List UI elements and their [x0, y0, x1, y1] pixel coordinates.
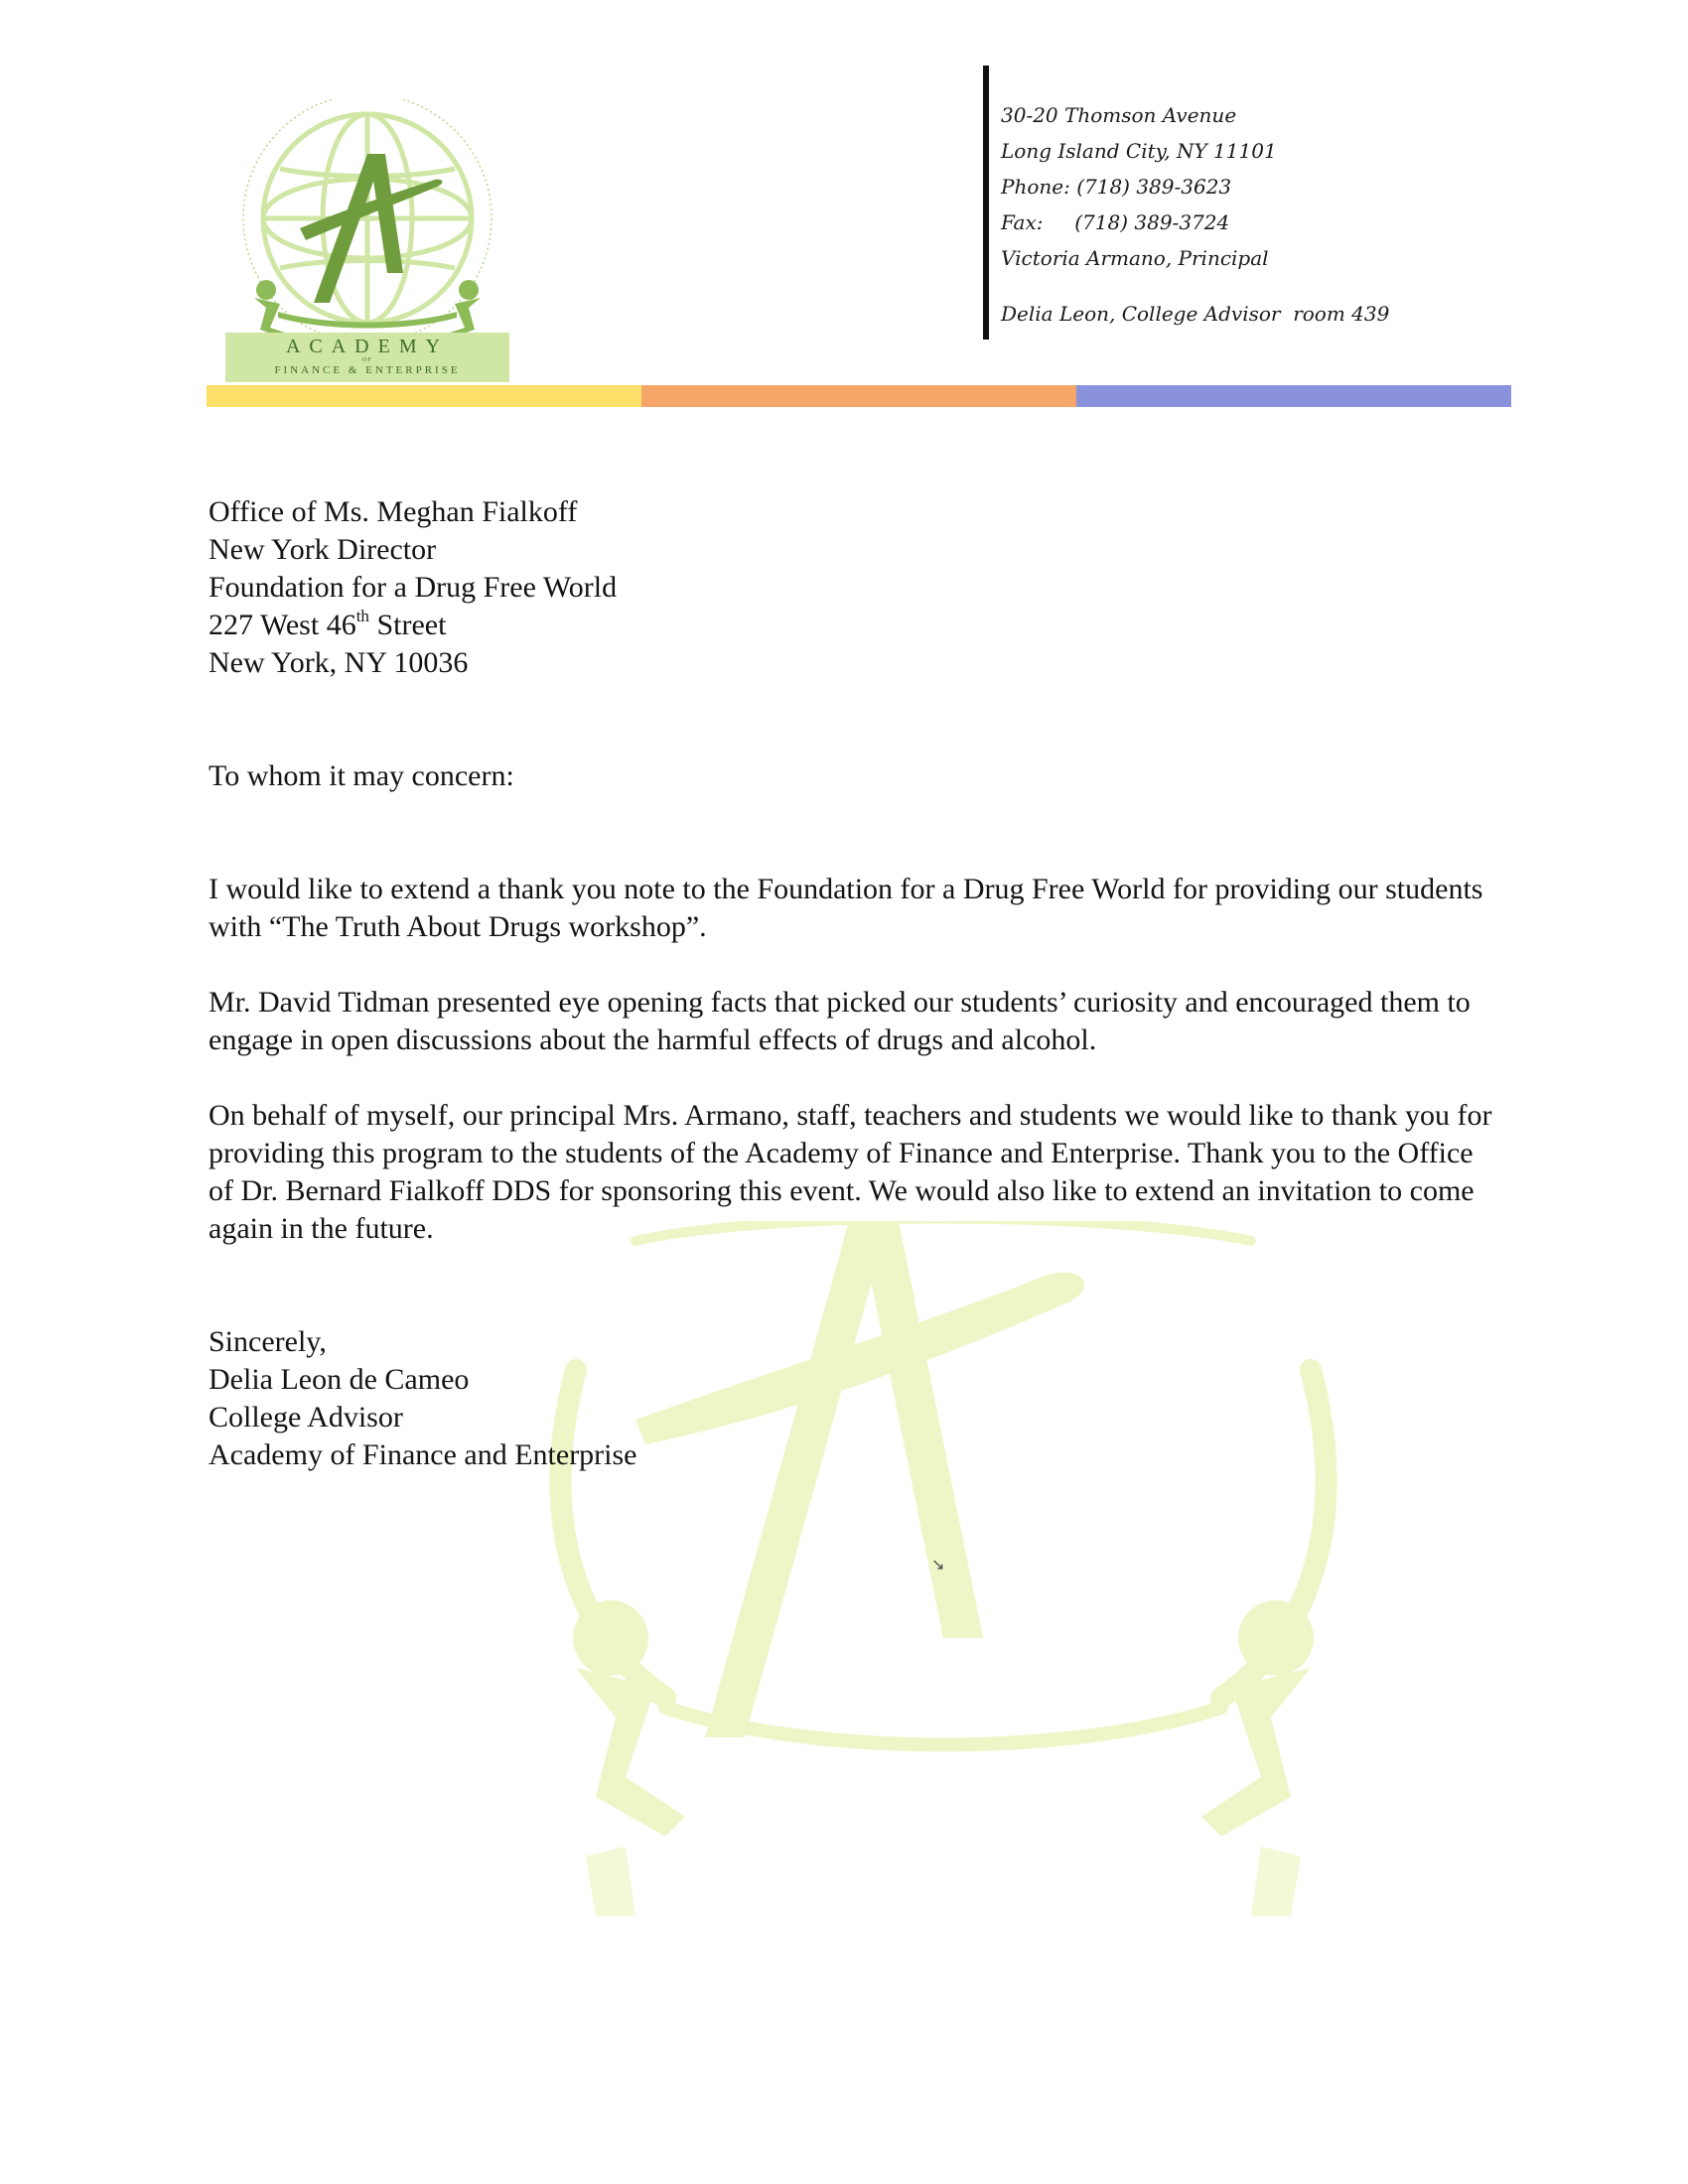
contact-advisor: Delia Leon, College Advisor room 439 — [1001, 302, 1390, 326]
closing-block — [209, 1323, 1499, 1474]
contact-block — [1001, 97, 1389, 332]
contact-fax: Fax: (718) 389-3724 — [1001, 210, 1230, 234]
salutation: To whom it may concern: — [209, 759, 514, 792]
recipient-line-5: New York, NY 10036 — [209, 646, 469, 679]
signer-organization: Academy of Finance and Enterprise — [209, 1438, 637, 1471]
recipient-line-1: Office of Ms. Meghan Fialkoff — [209, 495, 578, 528]
signer-name: Delia Leon de Cameo — [209, 1363, 470, 1396]
contact-divider — [983, 66, 989, 340]
recipient-line-3: Foundation for a Drug Free World — [209, 571, 618, 604]
contact-principal: Victoria Armano, Principal — [1001, 246, 1269, 270]
contact-phone: Phone: (718) 389-3623 — [1001, 175, 1232, 199]
recipient-street-name: Street — [368, 609, 447, 641]
valediction: Sincerely, — [209, 1325, 327, 1358]
contact-street: 30-20 Thomson Avenue — [1001, 103, 1237, 127]
logo-nameplate — [225, 333, 509, 382]
paragraph-presenter: Mr. David Tidman presented eye opening facts that picked our students’ curiosity and encouraged them to engage in open discussions about the harmful effects of drugs and alcohol. — [209, 986, 1471, 1056]
band-yellow — [207, 385, 641, 407]
band-blue — [1076, 385, 1511, 407]
recipient-street-number: 227 West 46 — [209, 609, 356, 641]
paragraph-thank-you: I would like to extend a thank you note to the Foundation for a Drug Free World for providing our students with “The Truth About Drugs workshop”. — [209, 873, 1483, 943]
recipient-street — [209, 607, 1499, 644]
recipient-street-ordinal: th — [355, 607, 369, 625]
logo-subname-text: FINANCE & ENTERPRISE — [274, 364, 461, 376]
signer-title: College Advisor — [209, 1401, 403, 1433]
recipient-line-2: New York Director — [209, 533, 437, 566]
letter-body — [209, 493, 1499, 1474]
recipient-address — [209, 493, 1499, 682]
letterhead-color-band — [207, 385, 1511, 407]
academy-logo — [218, 99, 516, 387]
globe-emblem-icon — [218, 99, 516, 338]
paragraph-behalf: On behalf of myself, our principal Mrs. Armano, staff, teachers and students we would like to thank you for providing this program to the students of the Academy of Finance and Enterprise. Thank you to the Office of Dr. Bernard Fialkoff DDS for sponsoring this event. We would also like to extend an invitation to come again in the future. — [209, 1099, 1492, 1245]
logo-academy-text: ACADEMY — [285, 336, 450, 357]
logo-of-text: OF — [362, 357, 372, 363]
contact-city: Long Island City, NY 11101 — [1001, 139, 1277, 163]
scan-mark: ↘ — [931, 1557, 945, 1573]
band-orange — [641, 385, 1076, 407]
